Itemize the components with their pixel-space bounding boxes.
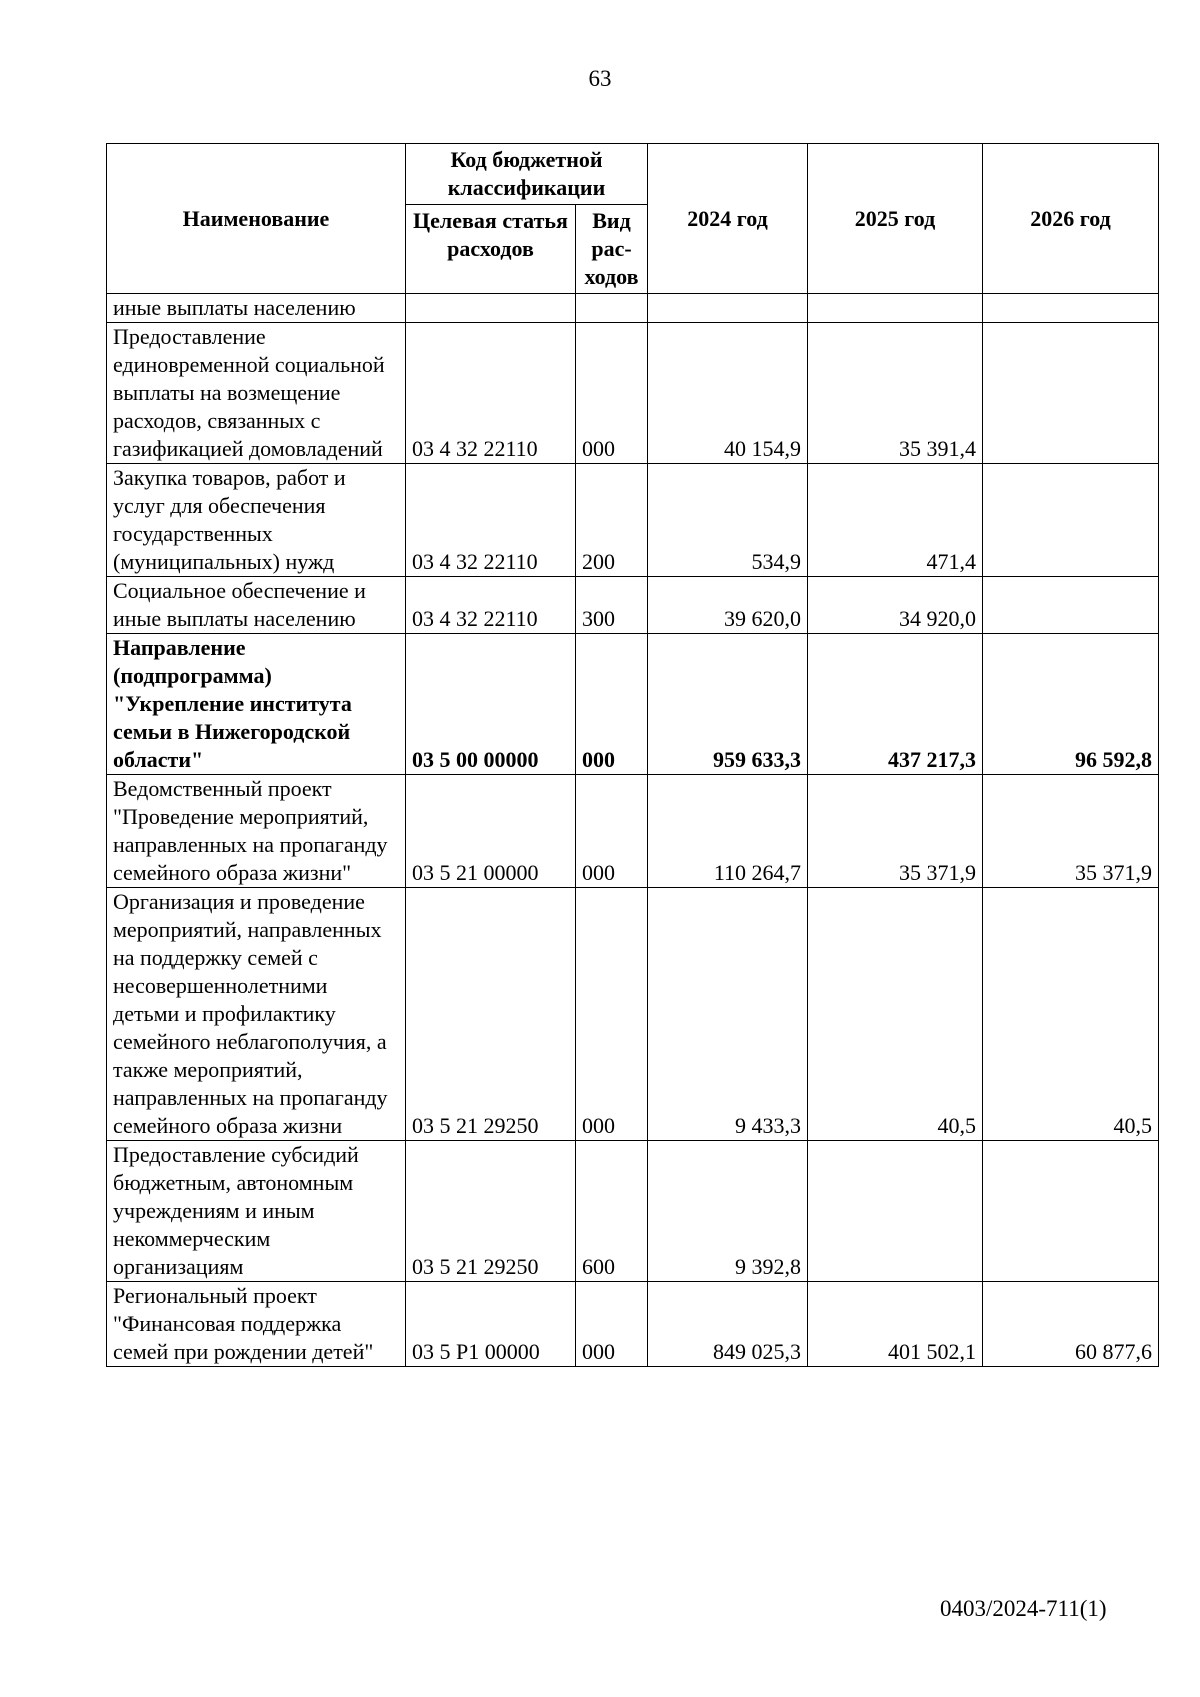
row-2025: 437 217,3 [808,634,983,775]
table-row [107,294,1159,323]
row-2024: 110 264,7 [648,775,808,888]
row-code: 03 4 32 22110 [406,323,576,464]
row-2026 [983,577,1159,634]
row-name: Предоставление субсидий бюджетным, автономным учреждениям и иным некоммерческим организациям [107,1141,406,1282]
header-2025: 2025 год [808,144,983,294]
row-code: 03 5 21 00000 [406,775,576,888]
row-vid: 000 [576,323,648,464]
row-2025 [808,294,983,323]
row-2026: 60 877,6 [983,1282,1159,1367]
row-2026: 40,5 [983,888,1159,1141]
row-2026: 35 371,9 [983,775,1159,888]
row-2024: 9 433,3 [648,888,808,1141]
row-2026: 96 592,8 [983,634,1159,775]
row-vid [576,294,648,323]
row-name: Социальное обеспечение и иные выплаты населению [107,577,406,634]
row-2025: 471,4 [808,464,983,577]
row-code: 03 5 21 29250 [406,888,576,1141]
table-row [107,464,1159,577]
row-vid: 000 [576,634,648,775]
document-number: 0403/2024-711(1) [940,1596,1107,1621]
table-row [107,634,1159,775]
table-row [107,1282,1159,1367]
row-code [406,294,576,323]
row-name: Направление (подпрограмма) "Укрепление института семьи в Нижегородской области" [107,634,406,775]
header-2026: 2026 год [983,144,1159,294]
row-2024: 959 633,3 [648,634,808,775]
row-2026 [983,294,1159,323]
row-name: Закупка товаров, работ и услуг для обеспечения государственных (муниципальных) нужд [107,464,406,577]
row-vid: 200 [576,464,648,577]
row-2026 [983,464,1159,577]
row-name: Предоставление единовременной социальной выплаты на возмещение расходов, связанных с газификацией домовладений [107,323,406,464]
row-2026 [983,1141,1159,1282]
header-target: Целевая статья расходов [406,205,576,294]
row-name: иные выплаты населению [107,294,406,323]
row-2025: 35 391,4 [808,323,983,464]
table-row [107,888,1159,1141]
header-code-group: Код бюджетной классификации [406,144,648,205]
row-vid: 000 [576,1282,648,1367]
row-code: 03 4 32 22110 [406,577,576,634]
row-vid: 300 [576,577,648,634]
row-code: 03 4 32 22110 [406,464,576,577]
row-name: Региональный проект "Финансовая поддержка семей при рождении детей" [107,1282,406,1367]
row-code: 03 5 00 00000 [406,634,576,775]
header-name: Наименование [107,144,406,294]
header-2024: 2024 год [648,144,808,294]
row-code: 03 5 21 29250 [406,1141,576,1282]
row-2024: 40 154,9 [648,323,808,464]
header-vid: Вид рас-ходов [576,205,648,294]
row-vid: 000 [576,775,648,888]
row-2024: 39 620,0 [648,577,808,634]
row-2025: 34 920,0 [808,577,983,634]
row-2024 [648,294,808,323]
row-vid: 600 [576,1141,648,1282]
row-2025: 40,5 [808,888,983,1141]
row-2025 [808,1141,983,1282]
table-row [107,323,1159,464]
row-2026 [983,323,1159,464]
row-2025: 35 371,9 [808,775,983,888]
row-2024: 849 025,3 [648,1282,808,1367]
row-2024: 534,9 [648,464,808,577]
budget-table [106,143,1159,1367]
row-name: Организация и проведение мероприятий, направленных на поддержку семей с несовершеннолетними детьми и профилактику семейного неблагополучия, а также мероприятий, направленных на пропаганду семейного образа жизни [107,888,406,1141]
table-row [107,775,1159,888]
row-code: 03 5 Р1 00000 [406,1282,576,1367]
table-row [107,1141,1159,1282]
page-number: 63 [588,66,612,91]
row-name: Ведомственный проект "Проведение мероприятий, направленных на пропаганду семейного образа жизни" [107,775,406,888]
row-2024: 9 392,8 [648,1141,808,1282]
table-row [107,577,1159,634]
row-vid: 000 [576,888,648,1141]
row-2025: 401 502,1 [808,1282,983,1367]
